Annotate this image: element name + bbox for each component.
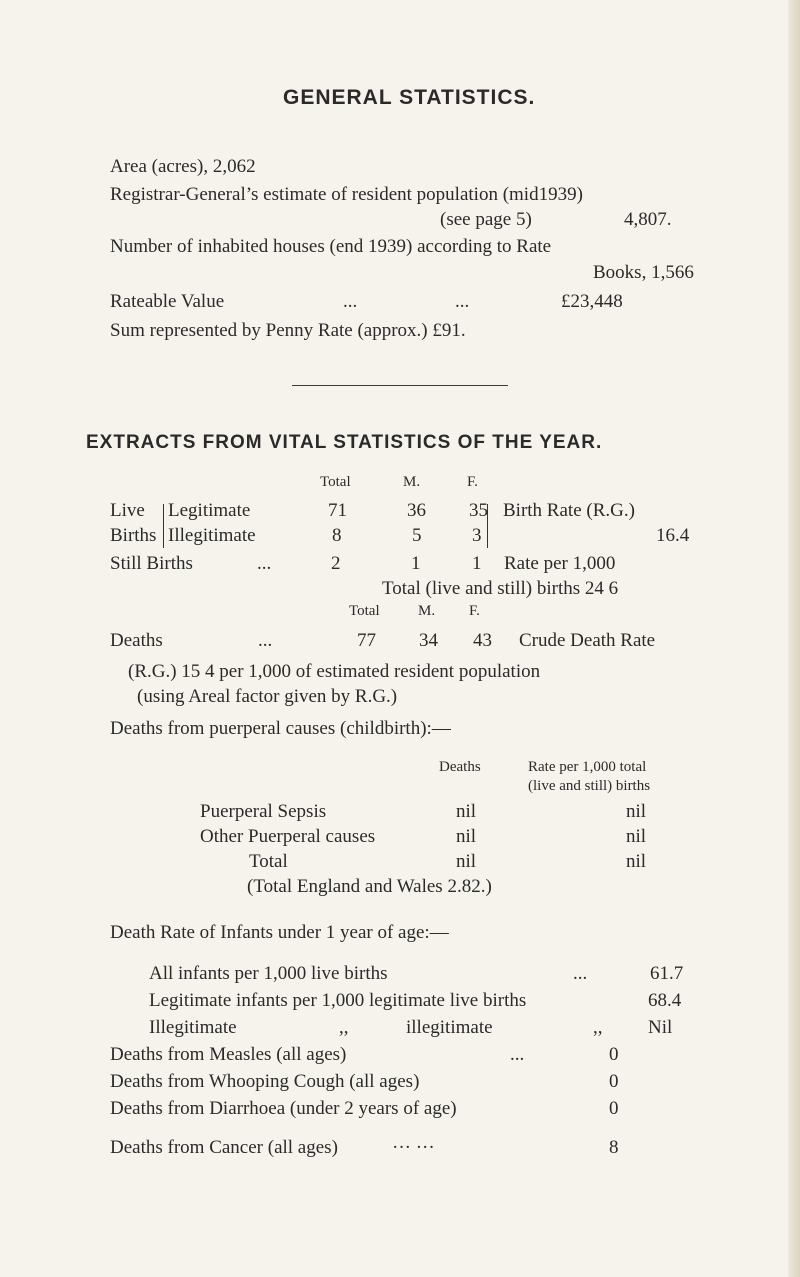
- population-page-ref: (see page 5): [440, 209, 532, 230]
- legitimate-infants-label: Legitimate infants per 1,000 legitimate live births: [149, 990, 527, 1011]
- deaths-total: 77: [357, 630, 376, 651]
- birth-rate-value: 16.4: [656, 525, 690, 546]
- divider-rule: [292, 385, 508, 386]
- legitimate-f: 35: [469, 500, 488, 521]
- puerperal-intro: Deaths from puerperal causes (childbirth):—: [110, 718, 451, 739]
- legitimate-infants-value: 68.4: [648, 990, 682, 1011]
- ditto-mark: ,,: [593, 1017, 603, 1038]
- rateable-dots-2: ...: [455, 291, 470, 312]
- birth-rate-label: Birth Rate (R.G.): [503, 500, 635, 521]
- birth-rate-brace: [482, 504, 488, 548]
- puerperal-row-label: Total: [249, 851, 288, 872]
- col-total-header: Total: [320, 474, 351, 490]
- col-f-header: F.: [467, 474, 478, 490]
- puerperal-row-deaths: nil: [456, 801, 477, 822]
- population-value: 4,807.: [624, 209, 672, 230]
- area-line: Area (acres), 2,062: [110, 156, 256, 177]
- houses-books-value: Books, 1,566: [593, 262, 694, 283]
- page-title: GENERAL STATISTICS.: [283, 86, 536, 109]
- births-label: Births: [110, 525, 157, 546]
- page-edge-shadow: [788, 0, 800, 1277]
- deaths-label: Deaths: [110, 630, 163, 651]
- still-births-m: 1: [411, 553, 421, 574]
- illegitimate-total: 8: [332, 525, 342, 546]
- population-line: Registrar-General’s estimate of resident population (mid1939): [110, 184, 583, 205]
- deaths-dots: ...: [258, 630, 273, 651]
- measles-deaths-dots: ...: [510, 1044, 525, 1065]
- rateable-dots-1: ...: [343, 291, 358, 312]
- live-label: Live: [110, 500, 145, 521]
- legitimate-label: Legitimate: [168, 500, 251, 521]
- puerperal-col-rate-2: (live and still) births: [528, 778, 651, 794]
- still-births-dots: ...: [257, 553, 272, 574]
- rateable-label: Rateable Value: [110, 291, 225, 312]
- ditto-mark: ,,: [339, 1017, 349, 1038]
- legitimate-total: 71: [328, 500, 347, 521]
- puerperal-col-rate: Rate per 1,000 total: [528, 759, 647, 775]
- puerperal-row-label: Other Puerperal causes: [200, 826, 376, 847]
- puerperal-row-rate: nil: [626, 851, 647, 872]
- still-births-label: Still Births: [110, 553, 193, 574]
- rateable-value: £23,448: [561, 291, 623, 312]
- crude-death-rate-line3: (using Areal factor given by R.G.): [137, 686, 398, 707]
- puerperal-col-deaths: Deaths: [439, 759, 481, 775]
- infant-death-rate-intro: Death Rate of Infants under 1 year of age:—: [110, 922, 449, 943]
- illegitimate-infants-label: Illegitimate: [149, 1017, 237, 1038]
- deaths-f: 43: [473, 630, 492, 651]
- deaths-total-header: Total: [349, 603, 380, 619]
- england-wales-total: (Total England and Wales 2.82.): [247, 876, 492, 897]
- cancer-deaths-dots: ··· ···: [392, 1137, 435, 1158]
- illegitimate-f: 3: [472, 525, 482, 546]
- diarrhoea-deaths-value: 0: [609, 1098, 619, 1119]
- illegitimate-infants-mid: illegitimate: [406, 1017, 493, 1038]
- all-infants-value: 61.7: [650, 963, 684, 984]
- whooping-cough-deaths-label: Deaths from Whooping Cough (all ages): [110, 1071, 420, 1092]
- illegitimate-m: 5: [412, 525, 422, 546]
- still-rate-line2: Total (live and still) births 24 6: [382, 578, 619, 599]
- vital-heading: EXTRACTS FROM VITAL STATISTICS OF THE YEAR.: [86, 432, 603, 453]
- deaths-f-header: F.: [469, 603, 480, 619]
- col-m-header: M.: [403, 474, 421, 490]
- puerperal-row-rate: nil: [626, 801, 647, 822]
- legitimate-m: 36: [407, 500, 426, 521]
- houses-line: Number of inhabited houses (end 1939) according to Rate: [110, 236, 552, 257]
- deaths-m-header: M.: [418, 603, 436, 619]
- puerperal-row-label: Puerperal Sepsis: [200, 801, 327, 822]
- puerperal-row-deaths: nil: [456, 851, 477, 872]
- illegitimate-infants-value: Nil: [648, 1017, 673, 1038]
- cancer-deaths-label: Deaths from Cancer (all ages): [110, 1137, 338, 1158]
- births-brace: [158, 504, 164, 548]
- puerperal-row-rate: nil: [626, 826, 647, 847]
- crude-death-rate-line2: (R.G.) 15 4 per 1,000 of estimated resident population: [128, 661, 541, 682]
- all-infants-dots: ...: [573, 963, 588, 984]
- crude-death-rate-label: Crude Death Rate: [519, 630, 656, 651]
- diarrhoea-deaths-label: Deaths from Diarrhoea (under 2 years of age): [110, 1098, 457, 1119]
- still-births-total: 2: [331, 553, 341, 574]
- puerperal-row-deaths: nil: [456, 826, 477, 847]
- cancer-deaths-value: 8: [609, 1137, 619, 1158]
- illegitimate-label: Illegitimate: [168, 525, 256, 546]
- measles-deaths-label: Deaths from Measles (all ages): [110, 1044, 347, 1065]
- measles-deaths-value: 0: [609, 1044, 619, 1065]
- whooping-cough-deaths-value: 0: [609, 1071, 619, 1092]
- penny-rate-line: Sum represented by Penny Rate (approx.) £91.: [110, 320, 466, 341]
- deaths-m: 34: [419, 630, 438, 651]
- still-births-f: 1: [472, 553, 482, 574]
- all-infants-label: All infants per 1,000 live births: [149, 963, 388, 984]
- still-rate-label: Rate per 1,000: [504, 553, 616, 574]
